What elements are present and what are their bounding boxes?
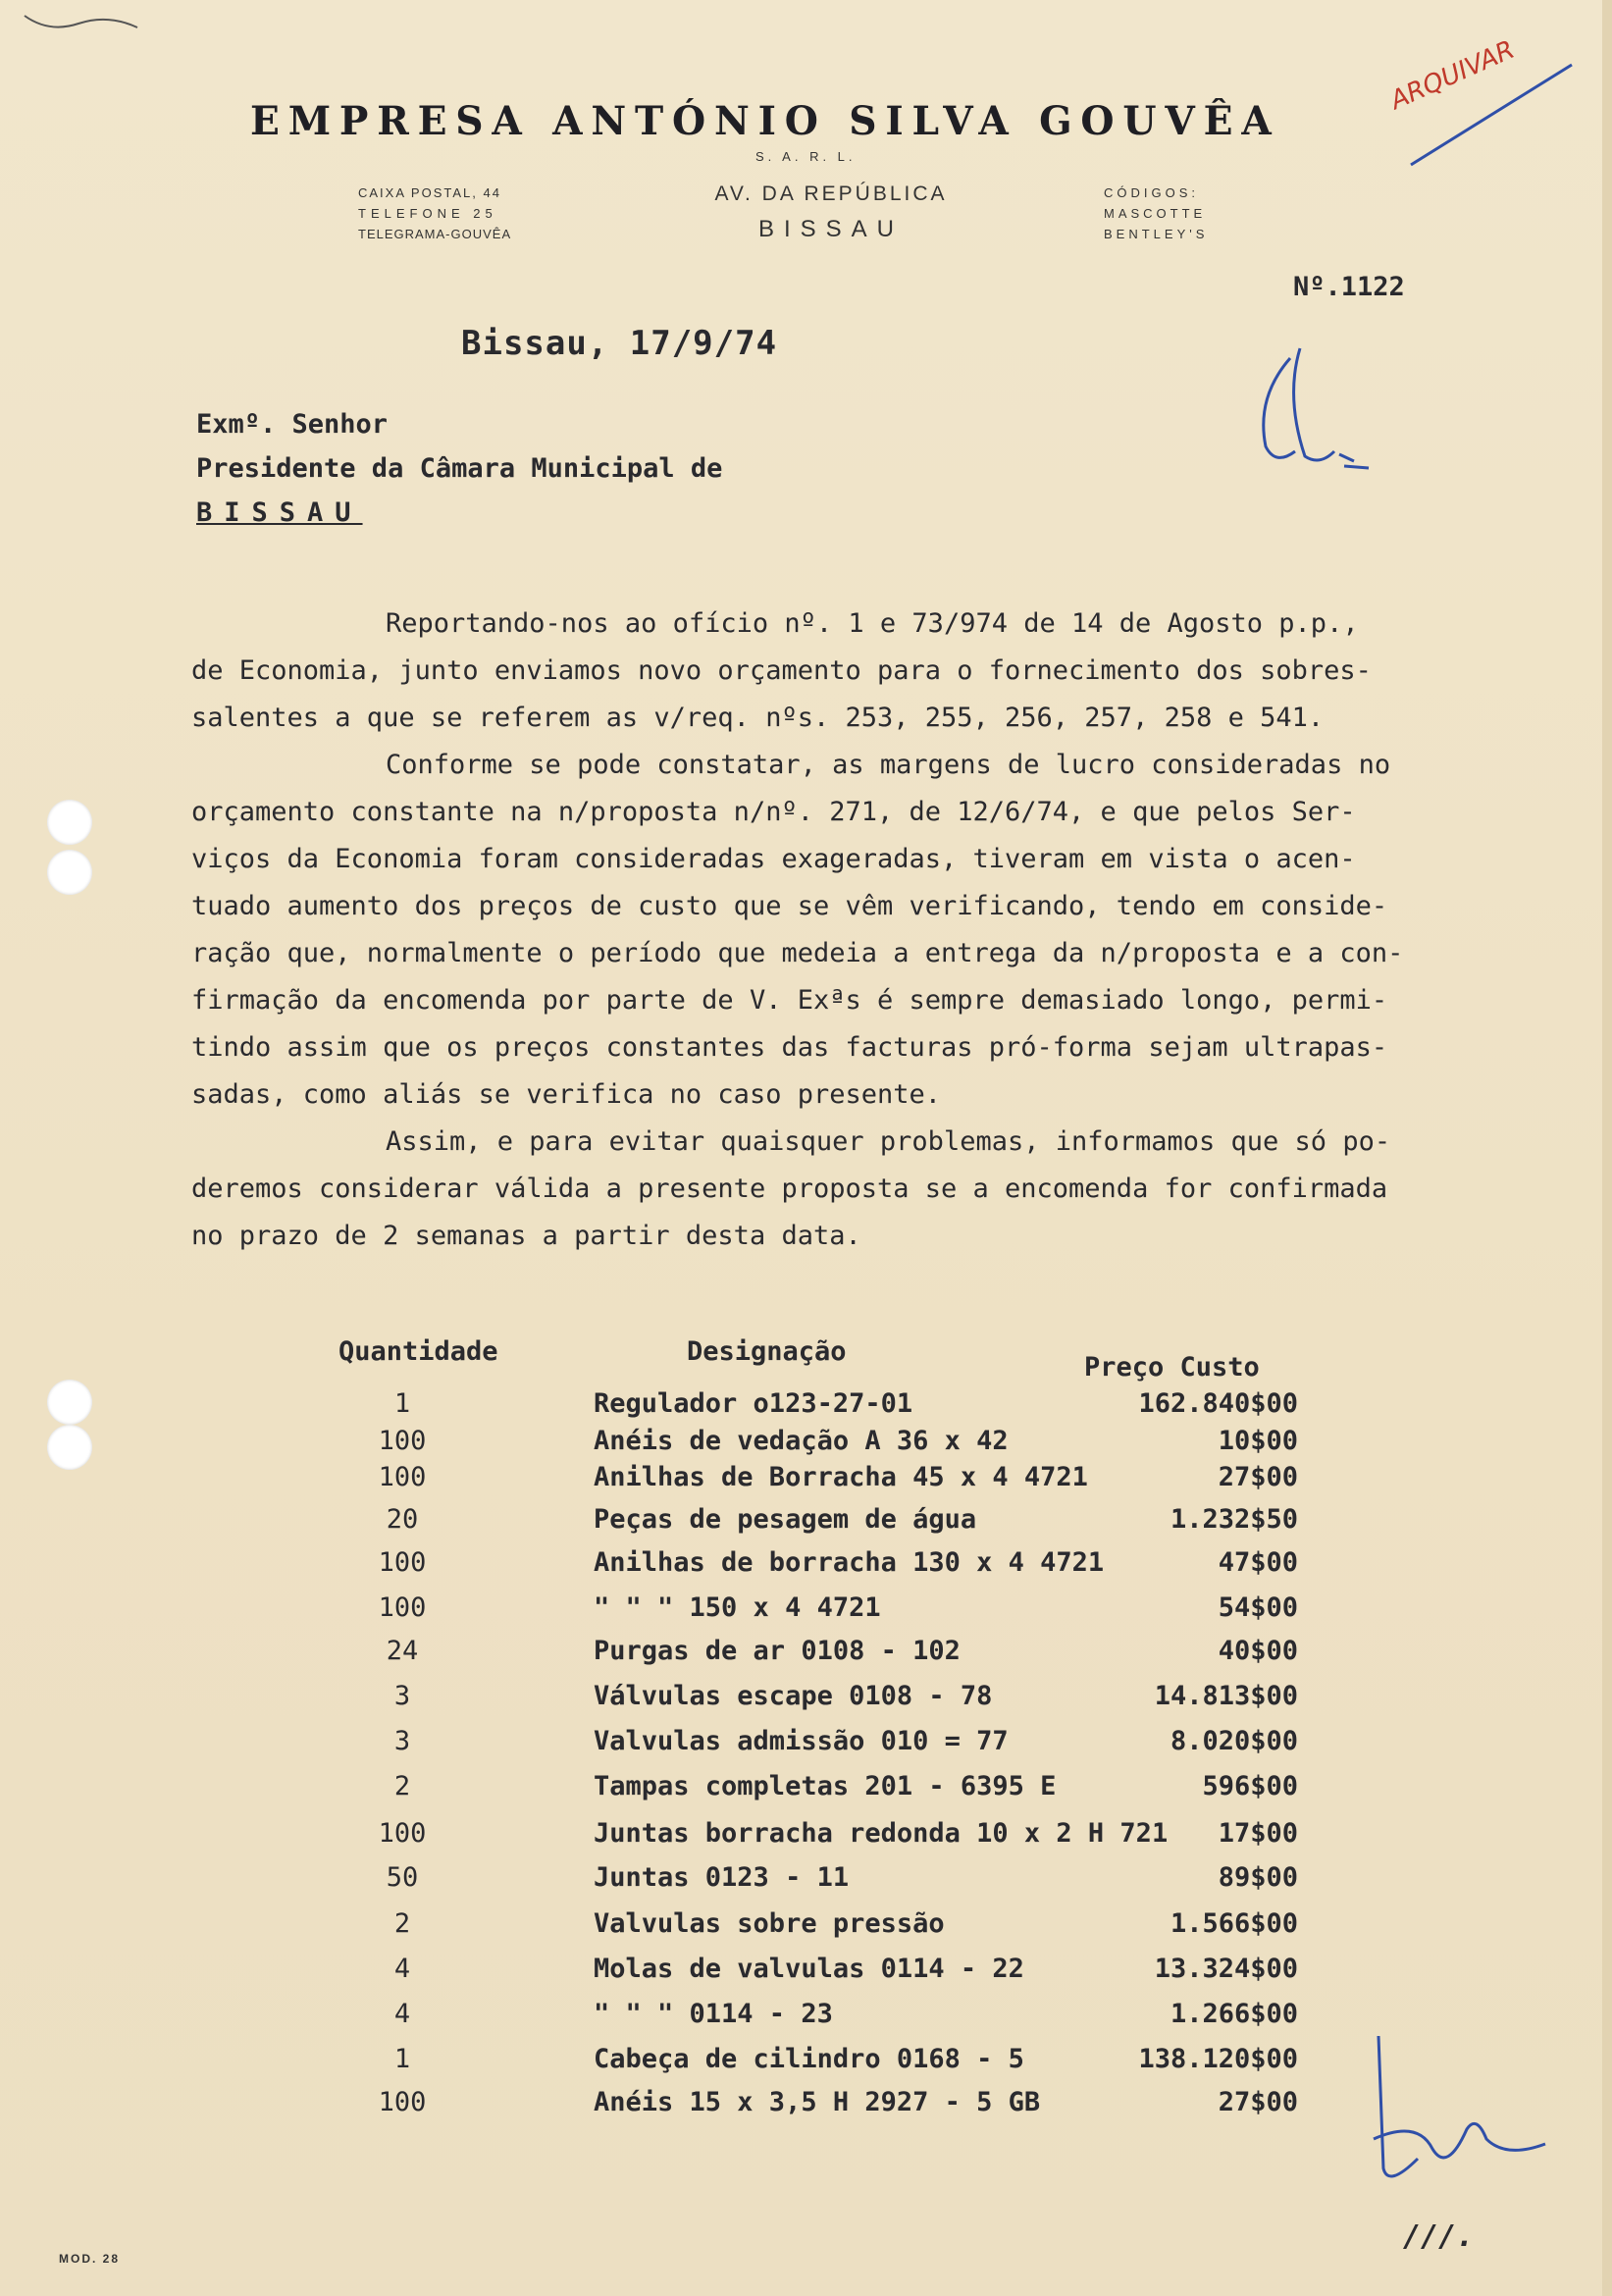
row-price: 17$00 <box>1218 1818 1298 1849</box>
row-quantity: 2 <box>393 1908 411 1939</box>
text-line: tuado aumento dos preços de custo que se vêm verificando, tendo em conside- <box>191 891 1388 921</box>
row-quantity: 100 <box>378 1426 427 1456</box>
paragraph-3 <box>191 1119 1496 1260</box>
row-designation: Anilhas de borracha 130 x 4 4721 <box>594 1547 1105 1578</box>
archive-underline <box>1403 59 1580 177</box>
paper-edge <box>1602 0 1612 2296</box>
text-line: tindo assim que os preços constantes das facturas pró-forma sejam ultrapas- <box>191 1032 1388 1063</box>
text-line: sadas, como aliás se verifica no caso presente. <box>191 1079 942 1110</box>
telegram: TELEGRAMA-GOUVÊA <box>358 227 512 241</box>
street-address: AV. DA REPÚBLICA <box>714 183 948 205</box>
reference-number: Nº.1122 <box>1293 272 1405 302</box>
row-price: 89$00 <box>1218 1862 1298 1893</box>
paragraph-1 <box>191 600 1496 742</box>
paragraph-2 <box>191 742 1496 1119</box>
row-price: 10$00 <box>1218 1426 1298 1456</box>
table-row <box>0 1592 1612 1632</box>
code-mascotte: MASCOTTE <box>1104 206 1207 221</box>
row-quantity: 24 <box>386 1636 419 1666</box>
row-designation: " " " 0114 - 23 <box>594 1999 833 2029</box>
codes-label: CÓDIGOS: <box>1104 185 1200 200</box>
handwritten-signature <box>1359 2031 1555 2198</box>
row-quantity: 50 <box>386 1862 419 1893</box>
text-line: orçamento constante na n/proposta n/nº. 271, de 12/6/74, e que pelos Ser- <box>191 797 1356 827</box>
table-row <box>0 1818 1612 1857</box>
row-designation: Regulador o123-27-01 <box>594 1388 913 1419</box>
punch-hole <box>47 800 92 845</box>
letterhead-codes <box>1104 183 1208 244</box>
row-price: 1.232$50 <box>1170 1504 1298 1535</box>
row-price: 138.120$00 <box>1138 2044 1298 2074</box>
row-price: 596$00 <box>1202 1771 1298 1801</box>
table-row <box>0 1388 1612 1428</box>
row-price: 14.813$00 <box>1154 1681 1298 1711</box>
postal-box: CAIXA POSTAL, 44 <box>358 185 501 200</box>
form-code: MOD. 28 <box>59 2252 121 2266</box>
row-designation: Peças de pesagem de água <box>594 1504 977 1535</box>
salutation: Exmº. Senhor <box>196 409 389 440</box>
archive-stamp: ARQUIVAR <box>1385 34 1520 116</box>
row-designation: Anéis de vedação A 36 x 42 <box>594 1426 1009 1456</box>
legal-form: S. A. R. L. <box>755 149 857 164</box>
row-price: 54$00 <box>1218 1592 1298 1623</box>
recipient-title: Presidente da Câmara Municipal de <box>196 453 723 484</box>
row-price: 27$00 <box>1218 2087 1298 2117</box>
row-designation: Tampas completas 201 - 6395 E <box>594 1771 1057 1801</box>
row-designation: Juntas borracha redonda 10 x 2 H 721 <box>594 1818 1169 1849</box>
recipient-city: BISSAU <box>196 497 363 528</box>
table-row <box>0 1954 1612 1993</box>
row-designation: Cabeça de cilindro 0168 - 5 <box>594 2044 1024 2074</box>
company-name: EMPRESA ANTÓNIO SILVA GOUVÊA <box>250 98 1280 144</box>
header-quantity: Quantidade <box>338 1336 498 1367</box>
corner-scribble <box>20 6 147 45</box>
row-quantity: 100 <box>378 1818 427 1849</box>
row-quantity: 1 <box>393 2044 411 2074</box>
row-quantity: 100 <box>378 1547 427 1578</box>
table-row <box>0 1547 1612 1587</box>
row-quantity: 100 <box>378 1462 427 1492</box>
text-line: viços da Economia foram consideradas exageradas, tiveram em vista o acen- <box>191 844 1356 874</box>
table-row <box>0 1462 1612 1501</box>
row-quantity: 4 <box>393 1954 411 1984</box>
letterhead-address <box>684 183 978 243</box>
handwritten-initials <box>1246 339 1383 486</box>
table-row <box>0 1771 1612 1810</box>
letter-date: Bissau, 17/9/74 <box>461 324 778 363</box>
row-quantity: 3 <box>393 1726 411 1756</box>
table-row <box>0 1681 1612 1720</box>
text-line: no prazo de 2 semanas a partir desta data. <box>191 1221 861 1251</box>
header-price: Preço Custo <box>1084 1352 1260 1383</box>
row-price: 47$00 <box>1218 1547 1298 1578</box>
telephone: TELEFONE 25 <box>358 206 497 221</box>
row-designation: Purgas de ar 0108 - 102 <box>594 1636 961 1666</box>
row-quantity: 100 <box>378 2087 427 2117</box>
row-designation: Válvulas escape 0108 - 78 <box>594 1681 993 1711</box>
row-price: 40$00 <box>1218 1636 1298 1666</box>
recipient-block <box>196 402 722 535</box>
row-designation: Molas de valvulas 0114 - 22 <box>594 1954 1024 1984</box>
row-quantity: 2 <box>393 1771 411 1801</box>
text-line: Assim, e para evitar quaisquer problemas, informamos que só po- <box>386 1126 1391 1157</box>
row-quantity: 4 <box>393 1999 411 2029</box>
row-designation: Anilhas de Borracha 45 x 4 4721 <box>594 1462 1088 1492</box>
row-quantity: 100 <box>378 1592 427 1623</box>
table-row <box>0 1726 1612 1765</box>
row-designation: " " " 150 x 4 4721 <box>594 1592 881 1623</box>
text-line: firmação da encomenda por parte de V. Exªs é sempre demasiado longo, permi- <box>191 985 1388 1016</box>
row-designation: Anéis 15 x 3,5 H 2927 - 5 GB <box>594 2087 1041 2117</box>
row-quantity: 1 <box>393 1388 411 1419</box>
letter-body <box>191 600 1496 1260</box>
text-line: Reportando-nos ao ofício nº. 1 e 73/974 de 14 de Agosto p.p., <box>386 608 1359 639</box>
text-line: salentes a que se referem as v/req. nºs. 253, 255, 256, 257, 258 e 541. <box>191 703 1325 733</box>
row-price: 162.840$00 <box>1138 1388 1298 1419</box>
row-designation: Valvulas admissão 010 = 77 <box>594 1726 1009 1756</box>
text-line: de Economia, junto enviamos novo orçamento para o fornecimento dos sobres- <box>191 655 1372 686</box>
row-designation: Valvulas sobre pressão <box>594 1908 945 1939</box>
table-row <box>0 1908 1612 1948</box>
text-line: ração que, normalmente o período que medeia a entrega da n/proposta e a con- <box>191 938 1404 968</box>
row-quantity: 20 <box>386 1504 419 1535</box>
row-quantity: 3 <box>393 1681 411 1711</box>
letterhead-contact <box>358 183 511 244</box>
row-price: 8.020$00 <box>1170 1726 1298 1756</box>
letterhead-city: BISSAU <box>757 216 905 242</box>
row-price: 1.566$00 <box>1170 1908 1298 1939</box>
table-row <box>0 1862 1612 1902</box>
row-price: 27$00 <box>1218 1462 1298 1492</box>
header-designation: Designação <box>687 1336 847 1367</box>
continuation-mark: ///. <box>1403 2219 1475 2254</box>
row-designation: Juntas 0123 - 11 <box>594 1862 850 1893</box>
table-row <box>0 1636 1612 1675</box>
text-line: Conforme se pode constatar, as margens de lucro consideradas no <box>386 750 1391 780</box>
row-price: 1.266$00 <box>1170 1999 1298 2029</box>
row-price: 13.324$00 <box>1154 1954 1298 1984</box>
code-bentleys: BENTLEY'S <box>1104 227 1209 241</box>
text-line: deremos considerar válida a presente proposta se a encomenda for confirmada <box>191 1174 1388 1204</box>
punch-hole <box>47 850 92 895</box>
table-row <box>0 1504 1612 1543</box>
table-row <box>0 1426 1612 1465</box>
